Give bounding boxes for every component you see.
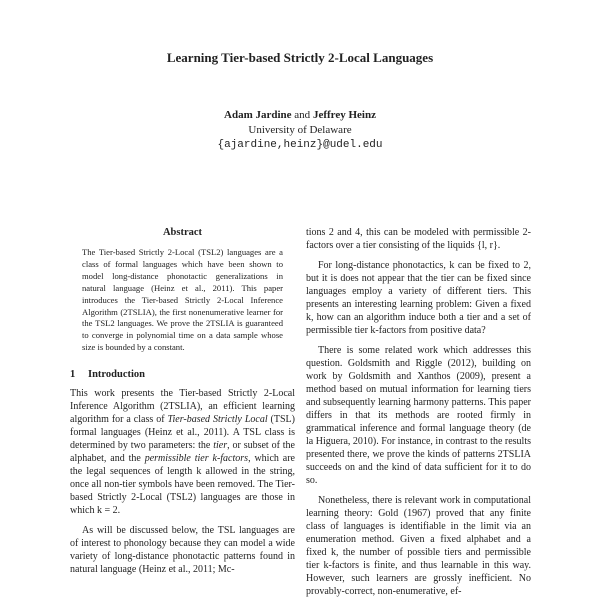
author-email: {ajardine,heinz}@udel.edu bbox=[217, 139, 383, 151]
paragraph bbox=[70, 387, 295, 517]
paragraph: tions 2 and 4, this can be modeled with permissible 2-factors over a tier consisting of the liquids {l, r}. bbox=[306, 227, 531, 251]
emphasis: tier bbox=[213, 440, 228, 452]
paragraph: There is some related work which addresses this question. Goldsmith and Riggle (2012), building on work by Goldsmith and Xanthos (2009), present a method based on mutual information for learning tiers and subsequently learning harmony patterns. This paper differs in that its methods are rooted firmly in grammatical inference and formal language theory (de la Higuera, 2010). For instance, in contrast to the results presented there, we prove the kinds of patterns 2TSLIA succeeds on and the kind of data sufficient for it to do so. bbox=[306, 345, 531, 486]
section-number: 1 bbox=[70, 369, 76, 381]
paper-title: Learning Tier-based Strictly 2-Local Languages bbox=[166, 50, 434, 65]
text-run: This work presents the Tier-based Strictly 2-Local Inference Algorithm (2TSLIA), an efficient learning algorithm for a class of bbox=[70, 388, 295, 426]
abstract-heading: Abstract bbox=[162, 227, 203, 238]
emphasis: Tier-based Strictly Local bbox=[167, 414, 268, 426]
emphasis: permissible tier k-factors bbox=[144, 453, 249, 465]
abstract-text: The Tier-based Strictly 2-Local (TSL2) languages are a class of formal languages which have been shown to model long-distance phonotactic generalizations in natural language (Heinz et al., 2011). This paper introduces the Tier-based Strictly 2-Local Inference Algorithm (2TSLIA), the first nonenumerative learner for the TSL2 languages. We prove the 2TSLIA is guaranteed to converge in polynomial time on a data sample whose size is bounded by a constant. bbox=[82, 247, 283, 353]
right-column bbox=[306, 226, 531, 605]
paragraph: For long-distance phonotactics, k can be fixed to 2, but it is does not appear that the tier can be fixed since languages employ a variety of different tiers. This presents an interesting learning problem: Given a fixed k, how can an algorithm induce both a tier and a set of permissible tier k-factors from positive data? bbox=[306, 260, 531, 336]
author-conjunction: and bbox=[294, 109, 311, 121]
author-name: Jeffrey Heinz bbox=[312, 109, 376, 121]
paragraph: Nonetheless, there is relevant work in computational learning theory: Gold (1967) proved that any finite class of languages is identifiable in the limit via an enumeration method. Given a fixed alphabet and a fixed k, the number of possible tiers and permissible tier k-factors is finite, and thus learnable in this way. However, such learners are grossly inefficient. No provably-correct, non-enumerative, ef- bbox=[306, 495, 531, 597]
section-title: Introduction bbox=[88, 369, 145, 381]
left-column bbox=[70, 226, 295, 583]
author-block bbox=[0, 108, 600, 153]
text-run: (TSL) formal languages (Heinz et al., 2011). A TSL class is determined by two parameters: the bbox=[70, 414, 295, 452]
text-run: , which are the legal sequences of length k allowed in the string, once all non-tier symbols have been removed. The Tier-based Strictly 2-Local (TSL2) languages are those in which k = 2. bbox=[70, 453, 295, 517]
paragraph: As will be discussed below, the TSL languages are of interest to phonology because they can model a wide variety of long-distance phonotactic patterns found in natural language (Heinz et al., 2011; Mc- bbox=[70, 525, 295, 576]
section-heading bbox=[70, 368, 295, 381]
author-name: Adam Jardine bbox=[224, 109, 292, 121]
text-run: , or subset of the alphabet, and the bbox=[70, 440, 295, 465]
affiliation: University of Delaware bbox=[248, 124, 352, 136]
